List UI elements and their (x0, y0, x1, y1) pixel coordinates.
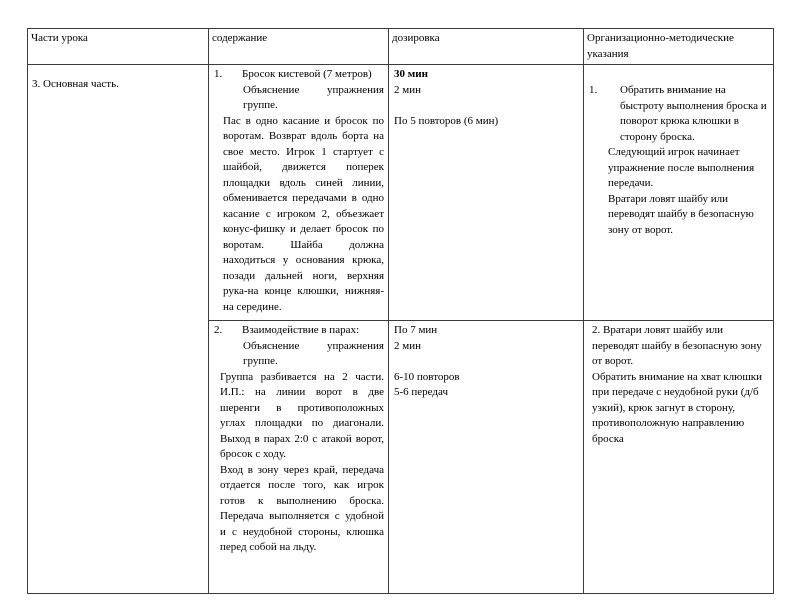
lesson-part-label: 3. Основная часть. (32, 78, 119, 90)
cell-lesson-part (28, 65, 209, 594)
exercise-2-title: Взаимодействие в парах: (242, 324, 360, 336)
exercise-2-subtitle: Объяснение упражнения группе. (243, 339, 384, 367)
dosage-total-time: 30 мин (394, 68, 428, 80)
exercise-2-title-line (212, 323, 385, 339)
cell-content-exercise-2 (209, 321, 389, 594)
notes-1-number: 1. (589, 84, 598, 96)
header-org-method-notes: Организационно-методические указания (584, 29, 774, 65)
dosage-line: 2 мин (394, 83, 421, 96)
notes-1-paragraph: Вратари ловят шайбу или переводят шайбу в безопасную зону от ворот. (608, 192, 754, 236)
dosage-spacer (392, 98, 580, 114)
lesson-plan-table (27, 28, 774, 594)
cell-dosage-exercise-1 (389, 65, 584, 321)
cell-notes-exercise-2 (584, 321, 774, 594)
exercise-1-description: Пас в одно касание и бросок по воротам. Возврат вдоль борта на свое место. Игрок 1 стартует с шайбой, движется поперек площадки вдоль синей линии, обменивается передачами в одно касание с игроком 2, объезжает конус-фишку и делает бросок по воротам. Шайба должна находиться у основания крюка, позади дальней ноги, верхняя рука-на конце клюшки, нижняя-на середине. (223, 114, 384, 313)
cell-content-exercise-1 (209, 65, 389, 321)
exercise-1-title: Бросок кистевой (7 метров) (242, 68, 372, 80)
exercise-1-number: 1. (214, 68, 223, 80)
exercise-2-description: Группа разбивается на 2 части. И.П.: на линии ворот в две шеренги в противоположных углах площадки по диагонали. Выход в парах 2:0 с атакой ворот, бросок с ходу. (220, 370, 384, 460)
table-row (28, 65, 774, 321)
notes-1-item-line (587, 83, 770, 145)
header-parts-of-lesson: Части урока (28, 29, 209, 65)
notes-1-item-text: Обратить внимание на быстроту выполнения броска и поворот крюка клюшки в сторону броска. (620, 84, 767, 143)
cell-dosage-exercise-2 (389, 321, 584, 594)
exercise-2-description: Вход в зону через край, передача отдается после того, как игрок готов к выполнению броска. Передача выполняется с удобной и с неудобной стороны, клюшка перед собой на льду. (220, 463, 384, 553)
dosage-spacer (392, 354, 580, 370)
dosage-line: 5-6 передач (394, 386, 448, 398)
notes-2-paragraph: Обратить внимание на хват клюшки при передаче с неудобной руки (д/б узкий), крюк загнут в сторону, противоположную направлению броска (592, 370, 763, 445)
exercise-1-subtitle: Объяснение упражнения группе. (243, 83, 384, 111)
dosage-line: По 7 мин (394, 324, 438, 336)
dosage-line: По 5 повторов (6 мин) (394, 114, 499, 127)
header-dosage: дозировка (389, 29, 584, 65)
notes-1-paragraph: Следующий игрок начинает упражнение после выполнения передачи. (608, 146, 755, 189)
exercise-1-title-line (212, 67, 385, 83)
cell-notes-exercise-1 (584, 65, 774, 321)
exercise-2-number: 2. (214, 324, 223, 336)
dosage-line: 6-10 повторов (394, 370, 460, 383)
dosage-line: 2 мин (394, 339, 421, 352)
table-header-row (28, 29, 774, 65)
header-content: содержание (209, 29, 389, 65)
notes-2-paragraph: 2. Вратари ловят шайбу или переводят шайбу в безопасную зону от ворот. (592, 324, 762, 367)
